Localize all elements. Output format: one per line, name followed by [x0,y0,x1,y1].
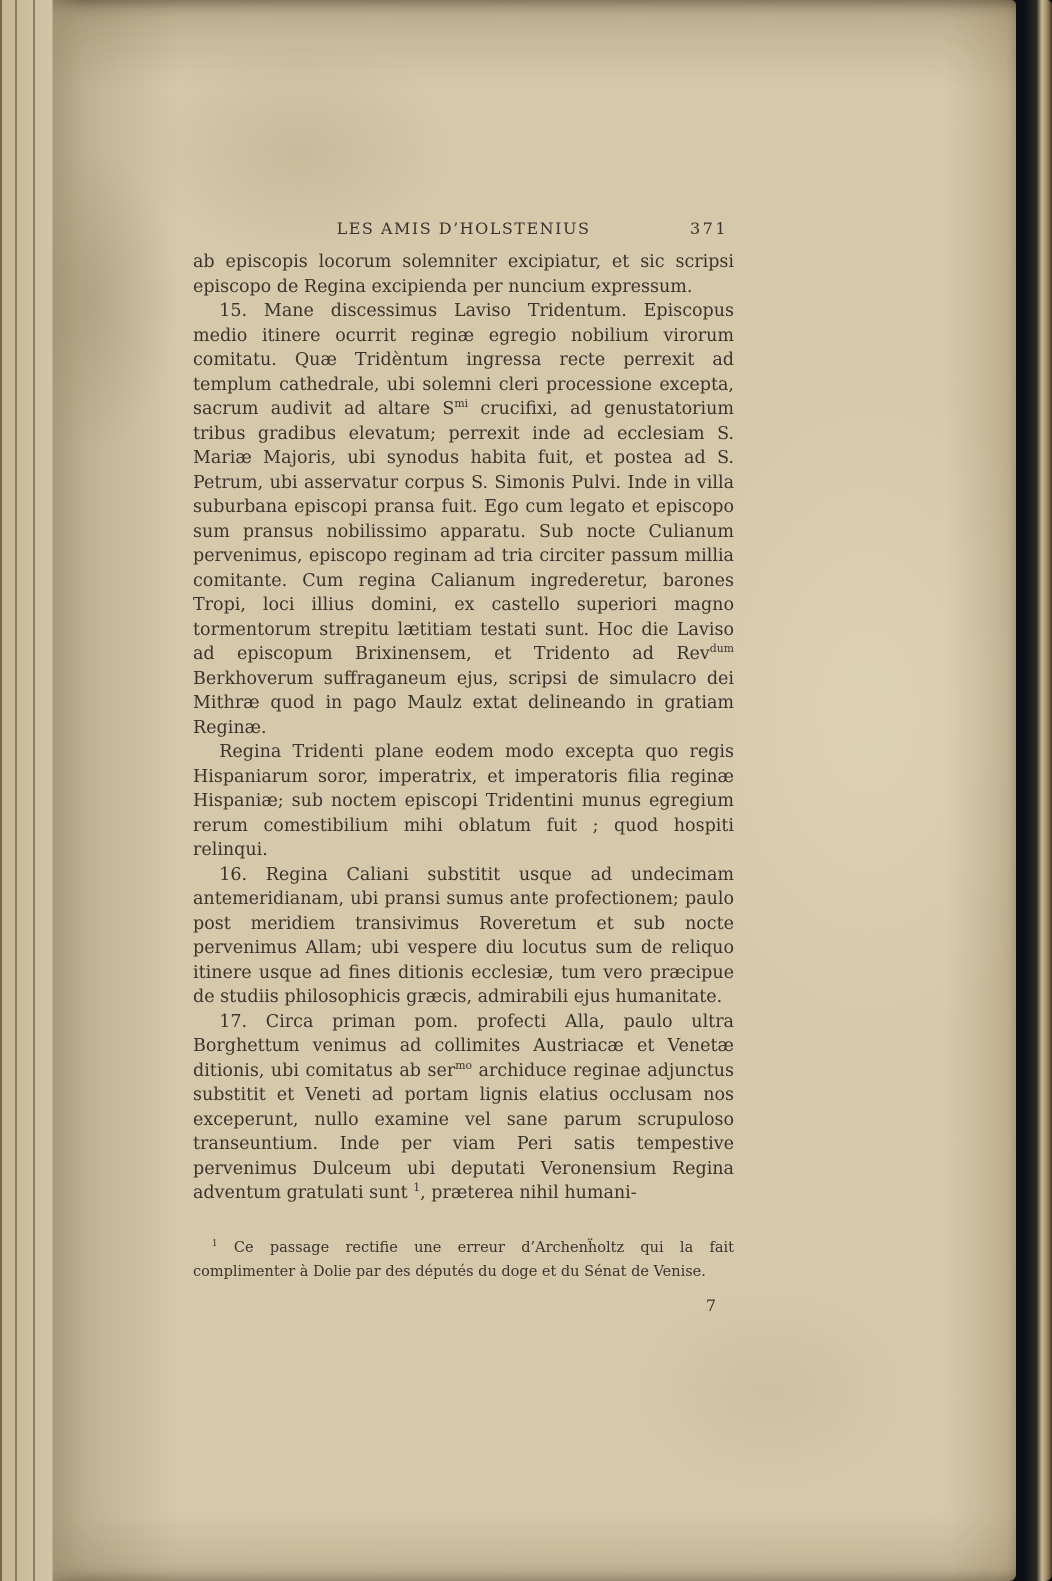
superscript: mo [455,1058,473,1072]
paragraph: Regina Tridenti plane eodem modo excepta quo regis Hispaniarum soror, imperatrix, et imperatoris filia reginæ Hispaniæ; sub noctem episcopi Tridentini munus egregium rerum comestibilium mihi oblatum fuit ; quod hospiti relinqui. [193,742,734,860]
running-title: LES AMIS D’HOLSTENIUS [336,219,591,238]
page-content [193,219,734,1315]
body-text [193,250,734,1206]
page-edges-right [1024,0,1052,1581]
superscript: 1 [211,1238,218,1249]
superscript: dum [709,642,734,656]
superscript: mi [454,397,469,411]
page-header [193,219,734,241]
paragraph: 15. Mane discessimus Laviso Tridentum. Episcopus medio itinere ocurrit reginæ egregio nobilium virorum comitatu. Quæ Tridèntum ingressa recte perrexit ad templum cathedrale, ubi solemni cleri processione excepta, sacrum audivit ad altare $S^{mi}$ crucifixi, ad genustatorium tribus gradibus elevatum; perrexit inde ad ecclesiam S. Mariæ Majoris, ubi synodus habita fuit, et postea ad S. Petrum, ubi asservatur corpus S. Simonis Pulvi. Inde in villa suburbana episcopi pransa fuit. Ego cum legato et episcopo sum pransus nobilissimo apparatu. Sub nocte Culianum pervenimus, episcopo reginam ad tria circiter passum millia comitante. Cum regina Calianum ingrederetur, barones Tropi, loci illius domini, ex castello superiori magno tormentorum strepitu lætitiam testati sunt. Hoc die Laviso ad episcopum Brixinensem, et Tridento ad Rev$^{dum}$ Berkhoverum suffraganeum ejus, scripsi de simulacro dei Mithræ quod in pago Maulz extat delineando in gratiam Reginæ. [193,301,734,738]
book-page [30,0,1016,1581]
paragraph: 17. Circa priman pom. profecti Alla, paulo ultra Borghettum venimus ad collimites Austriacæ et Venetæ ditionis, ubi comitatus ab ser$^{mo}$ archiduce reginae adjunctus substitit et Veneti ad portam lignis elatius occlusam nos exceperunt, nullo examine vel sane parum scrupuloso transeuntium. Inde per viam Peri satis tempestive pervenimus Dulceum ubi deputati Veronensium Regina adventum gratulati sunt $^1$, præterea nihil humani- [193,1011,734,1203]
paragraph: ab episcopis locorum solemniter excipiatur, et sic scripsi episcopo de Regina excipienda per nuncium expressum. [193,252,734,297]
page-number: 371 [689,219,728,238]
paragraph: 16. Regina Caliani substitit usque ad undecimam antemeridianam, ubi pransi sumus ante profectionem; paulo post meridiem transivimus Roveretum et sub nocte pervenimus Allam; ubi vespere diu locutus sum de reliquo itinere usque ad fines ditionis ecclesiæ, tum vero præcipue de studiis philosophicis græcis, admirabili ejus humanitate. [193,864,734,1007]
footnote: $^1$ Ce passage rectifie une erreur d’Archenḧoltz qui la fait complimenter à Dolie par des députés du doge et du Sénat de Venise. [193,1238,734,1280]
signature-mark: 7 [705,1295,716,1315]
page-edges-left [0,0,82,1581]
superscript: 1 [413,1181,421,1195]
